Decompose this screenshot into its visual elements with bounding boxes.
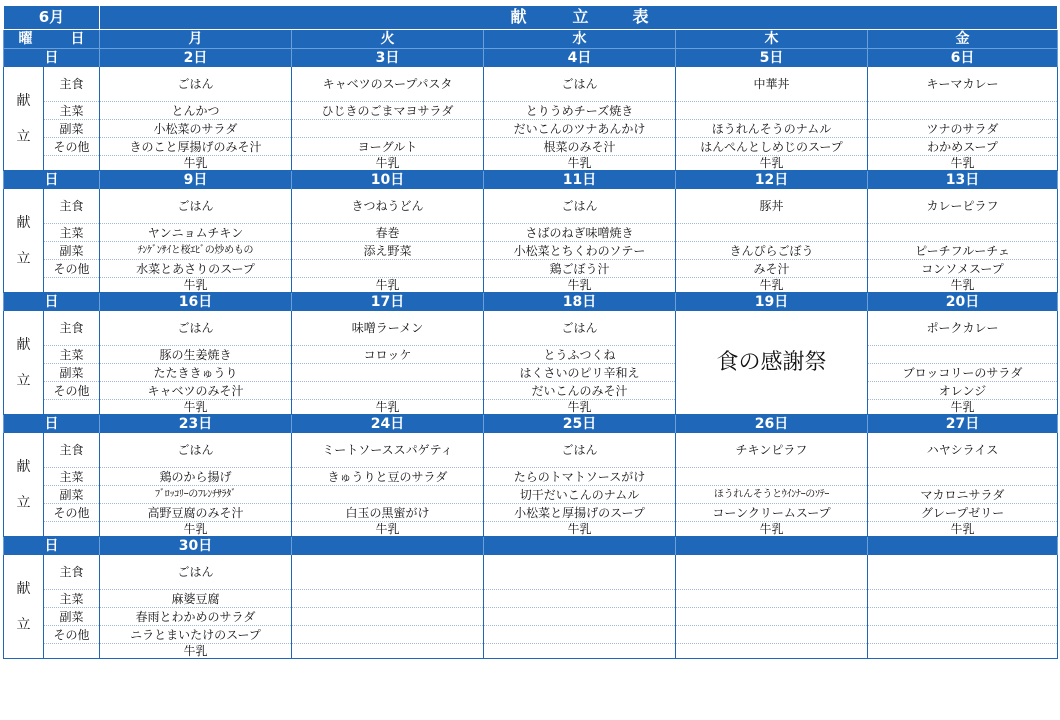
- weekday-label-1: 曜: [18, 31, 33, 47]
- menu-cell: きゅうりと豆のサラダ: [292, 468, 484, 486]
- menu-cell: ﾌﾞﾛｯｺﾘｰのﾌﾚﾝﾁｻﾗﾀﾞ: [100, 486, 292, 504]
- menu-cell: [292, 382, 484, 400]
- category-label: その他: [44, 138, 100, 156]
- menu-cell: とんかつ: [100, 102, 292, 120]
- date-cell: [484, 537, 676, 556]
- kondate-char-1: 献: [16, 458, 31, 475]
- menu-row-main: [4, 555, 1058, 590]
- menu-cell: [484, 626, 676, 644]
- category-label: 副菜: [44, 120, 100, 138]
- menu-cell: [484, 608, 676, 626]
- menu-cell: [868, 590, 1058, 608]
- lunch-menu-table: [3, 5, 1058, 659]
- menu-cell: [868, 608, 1058, 626]
- month-label: 6月: [38, 8, 65, 26]
- menu-cell: たらのトマトソースがけ: [484, 468, 676, 486]
- menu-cell: [676, 626, 868, 644]
- date-cell: [292, 537, 484, 556]
- menu-cell: ほうれんそうとｳｲﾝﾅｰのｿﾃｰ: [676, 486, 868, 504]
- date-cell: 20日: [868, 293, 1058, 312]
- weekday-mon: 月: [100, 30, 292, 49]
- category-label: 副菜: [44, 608, 100, 626]
- menu-cell: みそ汁: [676, 260, 868, 278]
- menu-cell: 春雨とわかめのサラダ: [100, 608, 292, 626]
- category-label: 主菜: [44, 590, 100, 608]
- menu-cell: コンソメスープ: [868, 260, 1058, 278]
- category-label: [44, 156, 100, 171]
- date-cell: 3日: [292, 49, 484, 68]
- title-char-2: 立: [572, 7, 589, 26]
- title-char-1: 献: [510, 7, 527, 26]
- menu-cell: コーンクリームスープ: [676, 504, 868, 522]
- weekday-tue: 火: [292, 30, 484, 49]
- category-label: [44, 400, 100, 415]
- menu-cell: ごはん: [100, 433, 292, 468]
- menu-cell: 麻婆豆腐: [100, 590, 292, 608]
- date-cell: 27日: [868, 415, 1058, 434]
- menu-row-main: [4, 189, 1058, 224]
- menu-cell: 白玉の黒蜜がけ: [292, 504, 484, 522]
- menu-cell: [484, 590, 676, 608]
- menu-cell: 鶏ごぼう汁: [484, 260, 676, 278]
- menu-row-milk: [4, 522, 1058, 537]
- category-label: 主食: [44, 555, 100, 590]
- date-cell: 6日: [868, 49, 1058, 68]
- menu-row-fukusai: [4, 120, 1058, 138]
- menu-cell: ごはん: [484, 433, 676, 468]
- date-cell: 23日: [100, 415, 292, 434]
- category-label: 主菜: [44, 468, 100, 486]
- menu-cell: わかめスープ: [868, 138, 1058, 156]
- date-cell: 11日: [484, 171, 676, 190]
- weekday-label-2: 日: [70, 31, 85, 47]
- date-label-cell: 日: [4, 171, 100, 190]
- menu-cell: [292, 644, 484, 659]
- menu-cell: 添え野菜: [292, 242, 484, 260]
- menu-cell: 牛乳: [100, 400, 292, 415]
- menu-cell: キャベツのスープパスタ: [292, 67, 484, 102]
- weekday-thu: 木: [676, 30, 868, 49]
- kondate-label-cell: [4, 189, 44, 293]
- menu-cell: [292, 120, 484, 138]
- menu-cell: ひじきのごまマヨサラダ: [292, 102, 484, 120]
- menu-row-other: [4, 626, 1058, 644]
- date-cell: 18日: [484, 293, 676, 312]
- date-cell: 17日: [292, 293, 484, 312]
- category-label: 主食: [44, 311, 100, 346]
- menu-cell: [868, 644, 1058, 659]
- menu-cell: [868, 555, 1058, 590]
- category-label: 副菜: [44, 242, 100, 260]
- menu-cell: [676, 644, 868, 659]
- menu-cell: 牛乳: [484, 522, 676, 537]
- menu-cell: 味噌ラーメン: [292, 311, 484, 346]
- menu-cell: ごはん: [100, 311, 292, 346]
- date-cell: 4日: [484, 49, 676, 68]
- menu-cell: 牛乳: [292, 522, 484, 537]
- menu-cell: 切干だいこんのナムル: [484, 486, 676, 504]
- category-label: 主菜: [44, 346, 100, 364]
- menu-cell: [676, 224, 868, 242]
- menu-cell: [676, 608, 868, 626]
- date-row: [4, 415, 1058, 434]
- kondate-char-1: 献: [16, 580, 31, 597]
- menu-cell: ツナのサラダ: [868, 120, 1058, 138]
- menu-cell: 豚丼: [676, 189, 868, 224]
- menu-cell: きのこと厚揚げのみそ汁: [100, 138, 292, 156]
- category-label: 主菜: [44, 224, 100, 242]
- menu-cell: ﾁﾝｹﾞﾝｻｲと桜ｴﾋﾞの炒めもの: [100, 242, 292, 260]
- menu-cell: 水菜とあさりのスープ: [100, 260, 292, 278]
- menu-row-milk: [4, 156, 1058, 171]
- menu-row-milk: [4, 278, 1058, 293]
- menu-cell: ヤンニョムチキン: [100, 224, 292, 242]
- date-cell: 9日: [100, 171, 292, 190]
- menu-cell: [484, 555, 676, 590]
- title-row: [4, 6, 1058, 30]
- kondate-label-cell: [4, 311, 44, 415]
- menu-cell: [676, 102, 868, 120]
- menu-cell: ごはん: [484, 189, 676, 224]
- menu-cell: [868, 102, 1058, 120]
- menu-cell: 小松菜と厚揚げのスープ: [484, 504, 676, 522]
- menu-row-other: [4, 504, 1058, 522]
- kondate-label-cell: [4, 433, 44, 537]
- date-label-cell: 日: [4, 415, 100, 434]
- menu-cell: [484, 644, 676, 659]
- title-char-3: 表: [632, 7, 649, 26]
- menu-cell: [676, 555, 868, 590]
- menu-cell: ポークカレー: [868, 311, 1058, 346]
- menu-cell: だいこんのツナあんかけ: [484, 120, 676, 138]
- month-cell: [4, 6, 100, 30]
- date-cell: 30日: [100, 537, 292, 556]
- date-label-cell: 日: [4, 49, 100, 68]
- date-cell: 2日: [100, 49, 292, 68]
- kondate-char-2: 立: [16, 128, 31, 145]
- kondate-char-1: 献: [16, 92, 31, 109]
- menu-cell: 牛乳: [100, 522, 292, 537]
- menu-cell: ほうれんそうのナムル: [676, 120, 868, 138]
- date-cell: 24日: [292, 415, 484, 434]
- kondate-char-2: 立: [16, 616, 31, 633]
- menu-row-fukusai: [4, 608, 1058, 626]
- category-label: その他: [44, 382, 100, 400]
- menu-cell: [292, 608, 484, 626]
- category-label: その他: [44, 504, 100, 522]
- menu-cell: 牛乳: [676, 278, 868, 293]
- menu-cell: 牛乳: [484, 156, 676, 171]
- category-label: [44, 522, 100, 537]
- menu-cell: きつねうどん: [292, 189, 484, 224]
- title-cell: [100, 6, 1058, 30]
- category-label: 主食: [44, 433, 100, 468]
- date-cell: 19日: [676, 293, 868, 312]
- menu-cell: ごはん: [100, 555, 292, 590]
- menu-cell: 牛乳: [292, 400, 484, 415]
- menu-cell: 牛乳: [100, 278, 292, 293]
- menu-cell: 牛乳: [868, 278, 1058, 293]
- menu-cell: はんぺんとしめじのスープ: [676, 138, 868, 156]
- menu-cell: 牛乳: [868, 522, 1058, 537]
- category-label: 副菜: [44, 486, 100, 504]
- menu-cell: マカロニサラダ: [868, 486, 1058, 504]
- menu-cell: だいこんのみそ汁: [484, 382, 676, 400]
- date-cell: 5日: [676, 49, 868, 68]
- date-cell: [676, 537, 868, 556]
- menu-cell: [868, 468, 1058, 486]
- date-row: [4, 171, 1058, 190]
- menu-row-other: [4, 138, 1058, 156]
- menu-cell: ごはん: [100, 67, 292, 102]
- menu-row-main: [4, 433, 1058, 468]
- weekday-wed: 水: [484, 30, 676, 49]
- date-cell: [868, 537, 1058, 556]
- kondate-label-cell: [4, 67, 44, 171]
- special-event-cell: 食の感謝祭: [676, 311, 868, 415]
- menu-cell: [292, 486, 484, 504]
- date-cell: 25日: [484, 415, 676, 434]
- kondate-char-2: 立: [16, 494, 31, 511]
- menu-cell: ミートソーススパゲティ: [292, 433, 484, 468]
- menu-cell: コロッケ: [292, 346, 484, 364]
- menu-cell: 牛乳: [676, 522, 868, 537]
- menu-cell: 牛乳: [484, 278, 676, 293]
- menu-cell: 小松菜のサラダ: [100, 120, 292, 138]
- menu-cell: ごはん: [484, 67, 676, 102]
- menu-cell: 牛乳: [676, 156, 868, 171]
- menu-cell: 牛乳: [868, 400, 1058, 415]
- category-label: その他: [44, 626, 100, 644]
- menu-cell: 牛乳: [292, 156, 484, 171]
- menu-cell: オレンジ: [868, 382, 1058, 400]
- category-label: 主菜: [44, 102, 100, 120]
- menu-cell: 小松菜とちくわのソテー: [484, 242, 676, 260]
- kondate-char-2: 立: [16, 372, 31, 389]
- menu-cell: [292, 555, 484, 590]
- date-cell: 13日: [868, 171, 1058, 190]
- date-row: [4, 49, 1058, 68]
- menu-cell: ハヤシライス: [868, 433, 1058, 468]
- menu-row-main: [4, 311, 1058, 346]
- menu-cell: ブロッコリーのサラダ: [868, 364, 1058, 382]
- category-label: [44, 644, 100, 659]
- menu-cell: [868, 626, 1058, 644]
- menu-row-fukusai: [4, 242, 1058, 260]
- menu-cell: [292, 364, 484, 382]
- menu-cell: ごはん: [100, 189, 292, 224]
- menu-cell: ニラとまいたけのスープ: [100, 626, 292, 644]
- menu-cell: カレーピラフ: [868, 189, 1058, 224]
- menu-row-other: [4, 382, 1058, 400]
- date-cell: 12日: [676, 171, 868, 190]
- menu-cell: ヨーグルト: [292, 138, 484, 156]
- category-label: [44, 278, 100, 293]
- menu-row-other: [4, 260, 1058, 278]
- kondate-char-1: 献: [16, 336, 31, 353]
- menu-row-fukusai: [4, 364, 1058, 382]
- menu-cell: 春巻: [292, 224, 484, 242]
- menu-row-main: [4, 67, 1058, 102]
- menu-cell: 鶏のから揚げ: [100, 468, 292, 486]
- menu-row-milk: [4, 644, 1058, 659]
- menu-row-fukusai: [4, 486, 1058, 504]
- menu-cell: [676, 468, 868, 486]
- menu-cell: ピーチフルーチェ: [868, 242, 1058, 260]
- menu-cell: 根菜のみそ汁: [484, 138, 676, 156]
- menu-cell: チキンピラフ: [676, 433, 868, 468]
- date-cell: 10日: [292, 171, 484, 190]
- kondate-char-1: 献: [16, 214, 31, 231]
- menu-cell: [292, 626, 484, 644]
- menu-cell: キーマカレー: [868, 67, 1058, 102]
- menu-cell: [868, 224, 1058, 242]
- menu-row-shusai: [4, 468, 1058, 486]
- menu-cell: とりうめチーズ焼き: [484, 102, 676, 120]
- menu-cell: 牛乳: [484, 400, 676, 415]
- menu-cell: ごはん: [484, 311, 676, 346]
- date-label-cell: 日: [4, 537, 100, 556]
- category-label: 主食: [44, 189, 100, 224]
- menu-row-shusai: [4, 102, 1058, 120]
- menu-cell: とうふつくね: [484, 346, 676, 364]
- menu-cell: 牛乳: [868, 156, 1058, 171]
- category-label: 副菜: [44, 364, 100, 382]
- weekday-fri: 金: [868, 30, 1058, 49]
- menu-cell: たたききゅうり: [100, 364, 292, 382]
- menu-cell: きんぴらごぼう: [676, 242, 868, 260]
- date-label-cell: 日: [4, 293, 100, 312]
- date-row: [4, 537, 1058, 556]
- menu-cell: 牛乳: [100, 156, 292, 171]
- kondate-char-2: 立: [16, 250, 31, 267]
- date-row: [4, 293, 1058, 312]
- menu-row-shusai: [4, 590, 1058, 608]
- menu-cell: はくさいのピリ辛和え: [484, 364, 676, 382]
- menu-cell: [676, 590, 868, 608]
- weekday-label-cell: [4, 30, 100, 49]
- category-label: その他: [44, 260, 100, 278]
- menu-cell: 牛乳: [292, 278, 484, 293]
- menu-cell: グレープゼリー: [868, 504, 1058, 522]
- menu-row-shusai: [4, 346, 1058, 364]
- menu-cell: 豚の生姜焼き: [100, 346, 292, 364]
- menu-cell: [868, 346, 1058, 364]
- menu-row-milk: [4, 400, 1058, 415]
- menu-cell: キャベツのみそ汁: [100, 382, 292, 400]
- menu-cell: 中華丼: [676, 67, 868, 102]
- category-label: 主食: [44, 67, 100, 102]
- menu-cell: 牛乳: [100, 644, 292, 659]
- menu-cell: さばのねぎ味噌焼き: [484, 224, 676, 242]
- menu-cell: [292, 590, 484, 608]
- menu-cell: [292, 260, 484, 278]
- kondate-label-cell: [4, 555, 44, 659]
- date-cell: 16日: [100, 293, 292, 312]
- weekday-row: [4, 30, 1058, 49]
- menu-cell: 高野豆腐のみそ汁: [100, 504, 292, 522]
- date-cell: 26日: [676, 415, 868, 434]
- menu-row-shusai: [4, 224, 1058, 242]
